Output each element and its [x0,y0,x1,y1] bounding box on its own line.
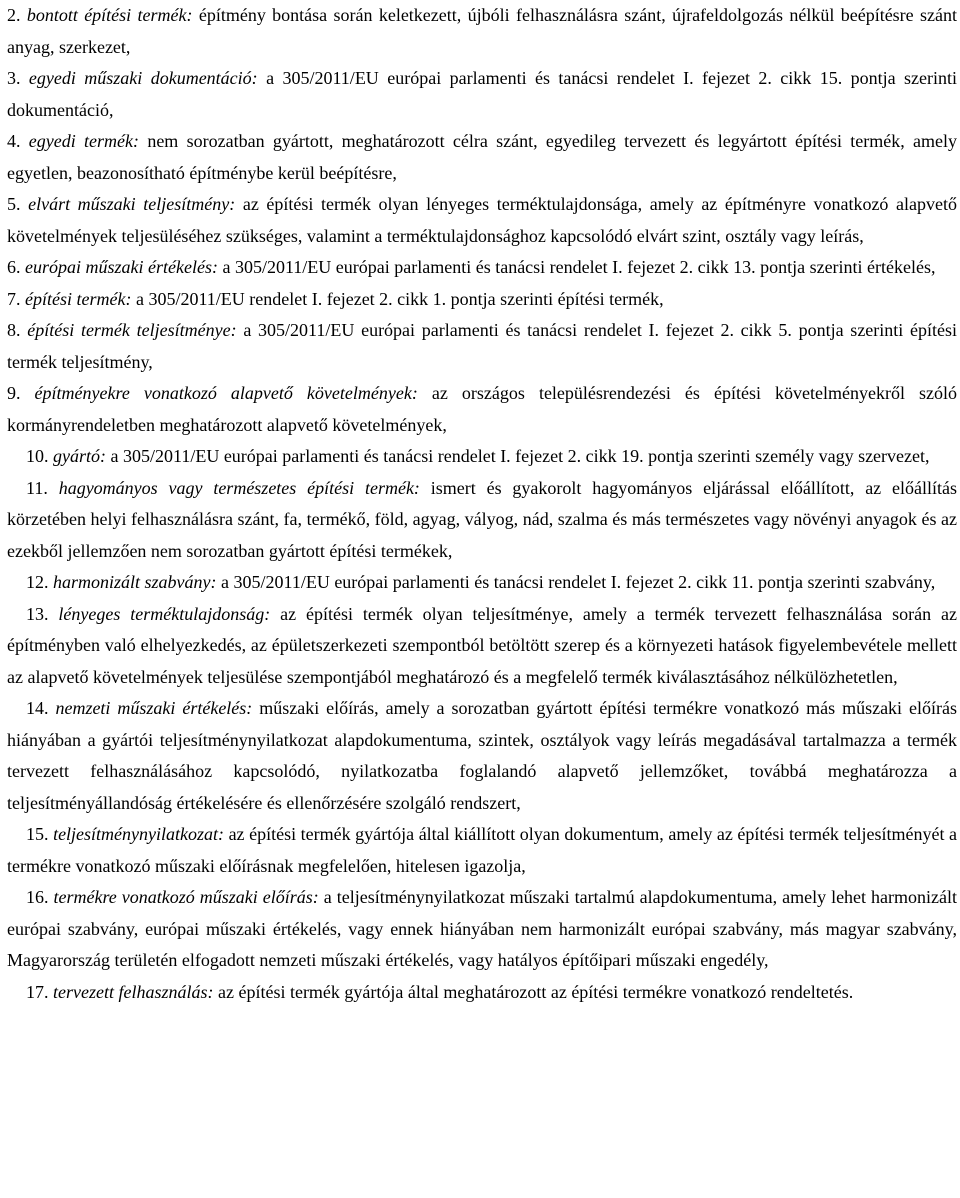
defined-term: nemzeti műszaki értékelés: [55,698,253,718]
definition-item [7,252,957,284]
item-number: 8. [7,320,21,340]
defined-term: lényeges terméktulajdonság: [58,603,271,624]
definition-item [7,473,957,568]
definition-item [7,284,957,316]
definition-text: a teljesítménynyilatkozat műszaki tartalmú alapdokumentuma, amely lehet harmonizált európai szabvány, európai műszaki értékelés, vagy ennek hiányában nem harmonizált európai szabvány, más magyar szabvány, Magyarország területén elfogadott nemzeti műszaki értékelés, vagy hatályos építőipari műszaki engedély, [7,887,958,970]
defined-term: építési termék teljesítménye: [27,320,237,340]
defined-term: egyedi műszaki dokumentáció: [28,68,258,88]
definition-item [7,882,957,977]
item-number: 2. [7,5,21,25]
definition-text: a 305/2011/EU európai parlamenti és tanácsi rendelet I. fejezet 2. cikk 15. pontja szerinti dokumentáció, [7,68,957,120]
item-number: 15. [26,824,49,844]
definition-item [7,977,957,1009]
definition-item [7,567,957,599]
item-number: 4. [7,131,21,151]
definition-text: a 305/2011/EU európai parlamenti és tanácsi rendelet I. fejezet 2. cikk 13. pontja szerinti értékelés, [217,257,936,277]
defined-term: elvárt műszaki teljesítmény: [28,194,236,214]
definition-text: a 305/2011/EU európai parlamenti és tanácsi rendelet I. fejezet 2. cikk 5. pontja szerinti építési termék teljesítmény, [7,320,957,372]
item-number: 9. [7,383,21,403]
item-number: 17. [26,981,49,1002]
defined-term: tervezett felhasználás: [53,981,214,1002]
defined-term: harmonizált szabvány: [53,572,217,592]
item-number: 11. [26,477,48,498]
item-number: 5. [7,194,21,214]
item-number: 10. [26,446,49,466]
definition-item [7,126,957,189]
defined-term: építményekre vonatkozó alapvető követelmények: [34,383,418,403]
definition-item [7,378,957,441]
definition-text: az országos településrendezési és építési követelményekről szóló kormányrendeletben meghatározott alapvető követelmények, [7,383,957,435]
definition-item [7,0,957,63]
definition-text: az építési termék olyan teljesítménye, amely a termék tervezett felhasználása során az építményben való elhelyezkedés, az épületszerkezeti szempontból betöltött szerep és a környezeti hatások figyelembevétele mellett az alapvető követelmények teljesülése szempontjából meghatározó és a megfelelő termék kiválasztásához nélkülözhetetlen, [7,603,958,687]
definition-text: nem sorozatban gyártott, meghatározott célra szánt, egyedileg tervezett és legyártott építési termék, amely egyetlen, beazonosítható építménybe kerül beépítésre, [7,131,958,183]
item-number: 16. [26,887,49,907]
definition-item [7,63,957,126]
definition-item [7,819,957,882]
definition-item [7,315,957,378]
definition-text: az építési termék olyan lényeges terméktulajdonsága, amely az építményre vonatkozó alapvető követelmények teljesüléséhez szükséges, valamint a terméktulajdonsághoz kapcsolódó elvárt szint, osztály vagy leírás, [7,194,957,246]
definition-text: a 305/2011/EU rendelet I. fejezet 2. cikk 1. pontja szerinti építési termék, [131,288,664,309]
definition-text: az építési termék gyártója által kiállított olyan dokumentum, amely az építési termék teljesítményét a termékre vonatkozó műszaki előírásnak megfelelően, hitelesen igazolja, [7,824,957,876]
item-number: 14. [26,698,49,718]
definition-text: az építési termék gyártója által meghatározott az építési termékre vonatkozó rendeltetés. [213,981,854,1002]
item-number: 7. [7,288,21,309]
defined-term: építési termék: [25,288,132,309]
defined-term: európai műszaki értékelés: [25,257,218,277]
item-number: 13. [26,603,49,624]
defined-term: bontott építési termék: [26,5,193,25]
definition-item [7,693,957,819]
item-number: 12. [26,572,49,592]
definition-item [7,441,957,473]
definition-text: építmény bontása során keletkezett, újbóli felhasználásra szánt, újrafeldolgozás nélkül beépítésre szánt anyag, szerkezet, [7,5,957,57]
defined-term: teljesítménynyilatkozat: [53,824,225,844]
item-number: 3. [7,68,21,88]
defined-term: hagyományos vagy természetes építési termék: [58,477,420,498]
definition-item [7,189,957,252]
defined-term: gyártó: [53,446,106,466]
item-number: 6. [7,257,21,277]
definition-text: a 305/2011/EU európai parlamenti és tanácsi rendelet I. fejezet 2. cikk 19. pontja szerinti személy vagy szervezet, [106,446,930,466]
definition-text: ismert és gyakorolt hagyományos eljárással előállított, az előállítás körzetében helyi felhasználásra szánt, fa, termékő, föld, agyag, vályog, nád, szalma és más természetes vagy növényi anyagok és az ezekből jellemzően nem sorozatban gyártott építési termékek, [7,477,957,561]
defined-term: termékre vonatkozó műszaki előírás: [53,887,319,907]
definition-text: a 305/2011/EU európai parlamenti és tanácsi rendelet I. fejezet 2. cikk 11. pontja szerinti szabvány, [216,572,936,592]
defined-term: egyedi termék: [28,131,140,151]
definition-text: műszaki előírás, amely a sorozatban gyártott építési termékre vonatkozó más műszaki előírás hiányában a gyártói teljesítménynyilatkozat alapdokumentuma, szintek, osztályok vagy leírás megadásával tartalmazza a termék tervezett felhasználásához kapcsolódó, nyilatkozatba foglalandó alapvető jellemzőket, továbbá meghatározza a teljesítményállandóság értékelésére és ellenőrzésére szolgáló rendszert, [7,698,957,813]
definition-item [7,599,957,694]
